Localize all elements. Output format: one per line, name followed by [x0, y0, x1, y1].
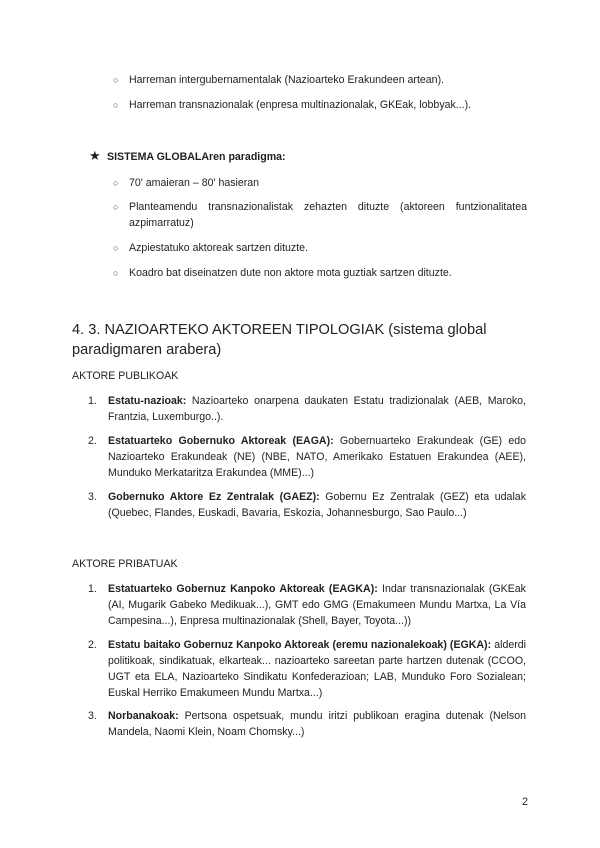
circle-bullet-icon: ○ — [113, 100, 119, 110]
global-system-heading: ★ SISTEMA GLOBALAren paradigma: — [89, 148, 286, 163]
list-item: ○ Azpiestatuko aktoreak sartzen dituzte. — [113, 242, 309, 254]
section-heading: 4. 3. NAZIOARTEKO AKTOREEN TIPOLOGIAK (sistema global paradigmaren arabera) — [72, 322, 487, 358]
list-item: ○ Harreman transnazionalak (enpresa multinazionalak, GKEak, lobbyak...). — [113, 99, 472, 111]
list-item: ○ Harreman intergubernamentalak (Nazioarteko Erakundeen artean). — [113, 74, 445, 86]
private-actors-label: AKTORE PRIBATUAK — [72, 558, 178, 570]
list-item: ○ 70' amaieran – 80' hasieran — [113, 177, 260, 189]
list-item: 3. Gobernuko Aktore Ez Zentralak (GAEZ): Gobernu Ez Zentralak (GEZ) eta udalak (Quebec, Flandes, Euskadi, Bavaria, Eskozia, Johannesburgo, Sao Paulo...) — [88, 491, 526, 519]
list-item: ○ Planteamendu transnazionalistak zehazten dituzte (aktoreen funtzionalitatea azpimarratuz) — [113, 201, 527, 229]
circle-bullet-icon: ○ — [113, 75, 119, 85]
list-item: 1. Estatuarteko Gobernuz Kanpoko Aktoreak (EAGKA): Indar transnazionalak (GKEak (AI, Mugarik Gabeko Medikuak...), GMT edo GMG (Emakumeen Mundu Martxa, La Vía Campesina...), Enpresa multinazionalak (Shell, Bayer, Toyota...)) — [88, 583, 526, 627]
list-item: 3. Norbanakoak: Pertsona ospetsuak, mundu iritzi publikoan eragina dutenak (Nelson Mandela, Naomi Klein, Noam Chomsky...) — [88, 710, 526, 738]
list-item: 2. Estatu baitako Gobernuz Kanpoko Aktoreak (eremu nazionalekoak) (EGKA): alderdi politikoak, sindikatuak, elkarteak... nazioarteko sareetan parte hartzen dutenak (CCOO, UGT eta ELA, Nazioarteko Sindikatu Konfederazioan; LAB, Munduko Foro Sozialean; Euskal Herriko Emakumeen Mundu Martxa...) — [88, 639, 526, 699]
star-icon: ★ — [89, 148, 101, 163]
page-number: 2 — [522, 796, 528, 808]
circle-bullet-icon: ○ — [113, 268, 119, 278]
circle-bullet-icon: ○ — [113, 243, 119, 253]
circle-bullet-icon: ○ — [113, 178, 119, 188]
circle-bullet-icon: ○ — [113, 202, 119, 212]
list-item: ○ Koadro bat diseinatzen dute non aktore mota guztiak sartzen dituzte. — [113, 267, 452, 279]
list-item: 2. Estatuarteko Gobernuko Aktoreak (EAGA): Gobernuarteko Erakundeak (GE) edo Nazioarteko Erakundeak (NE) (NBE, NATO, Amerikako Estatuen Erakundea (AEE), Munduko Merkataritza Erakundea (MME)...) — [88, 435, 526, 479]
public-actors-label: AKTORE PUBLIKOAK — [72, 370, 179, 382]
list-item: 1. Estatu-nazioak: Nazioarteko onarpena daukaten Estatu tradizionalak (AEB, Maroko, Frantzia, Luxemburgo..). — [88, 395, 526, 423]
